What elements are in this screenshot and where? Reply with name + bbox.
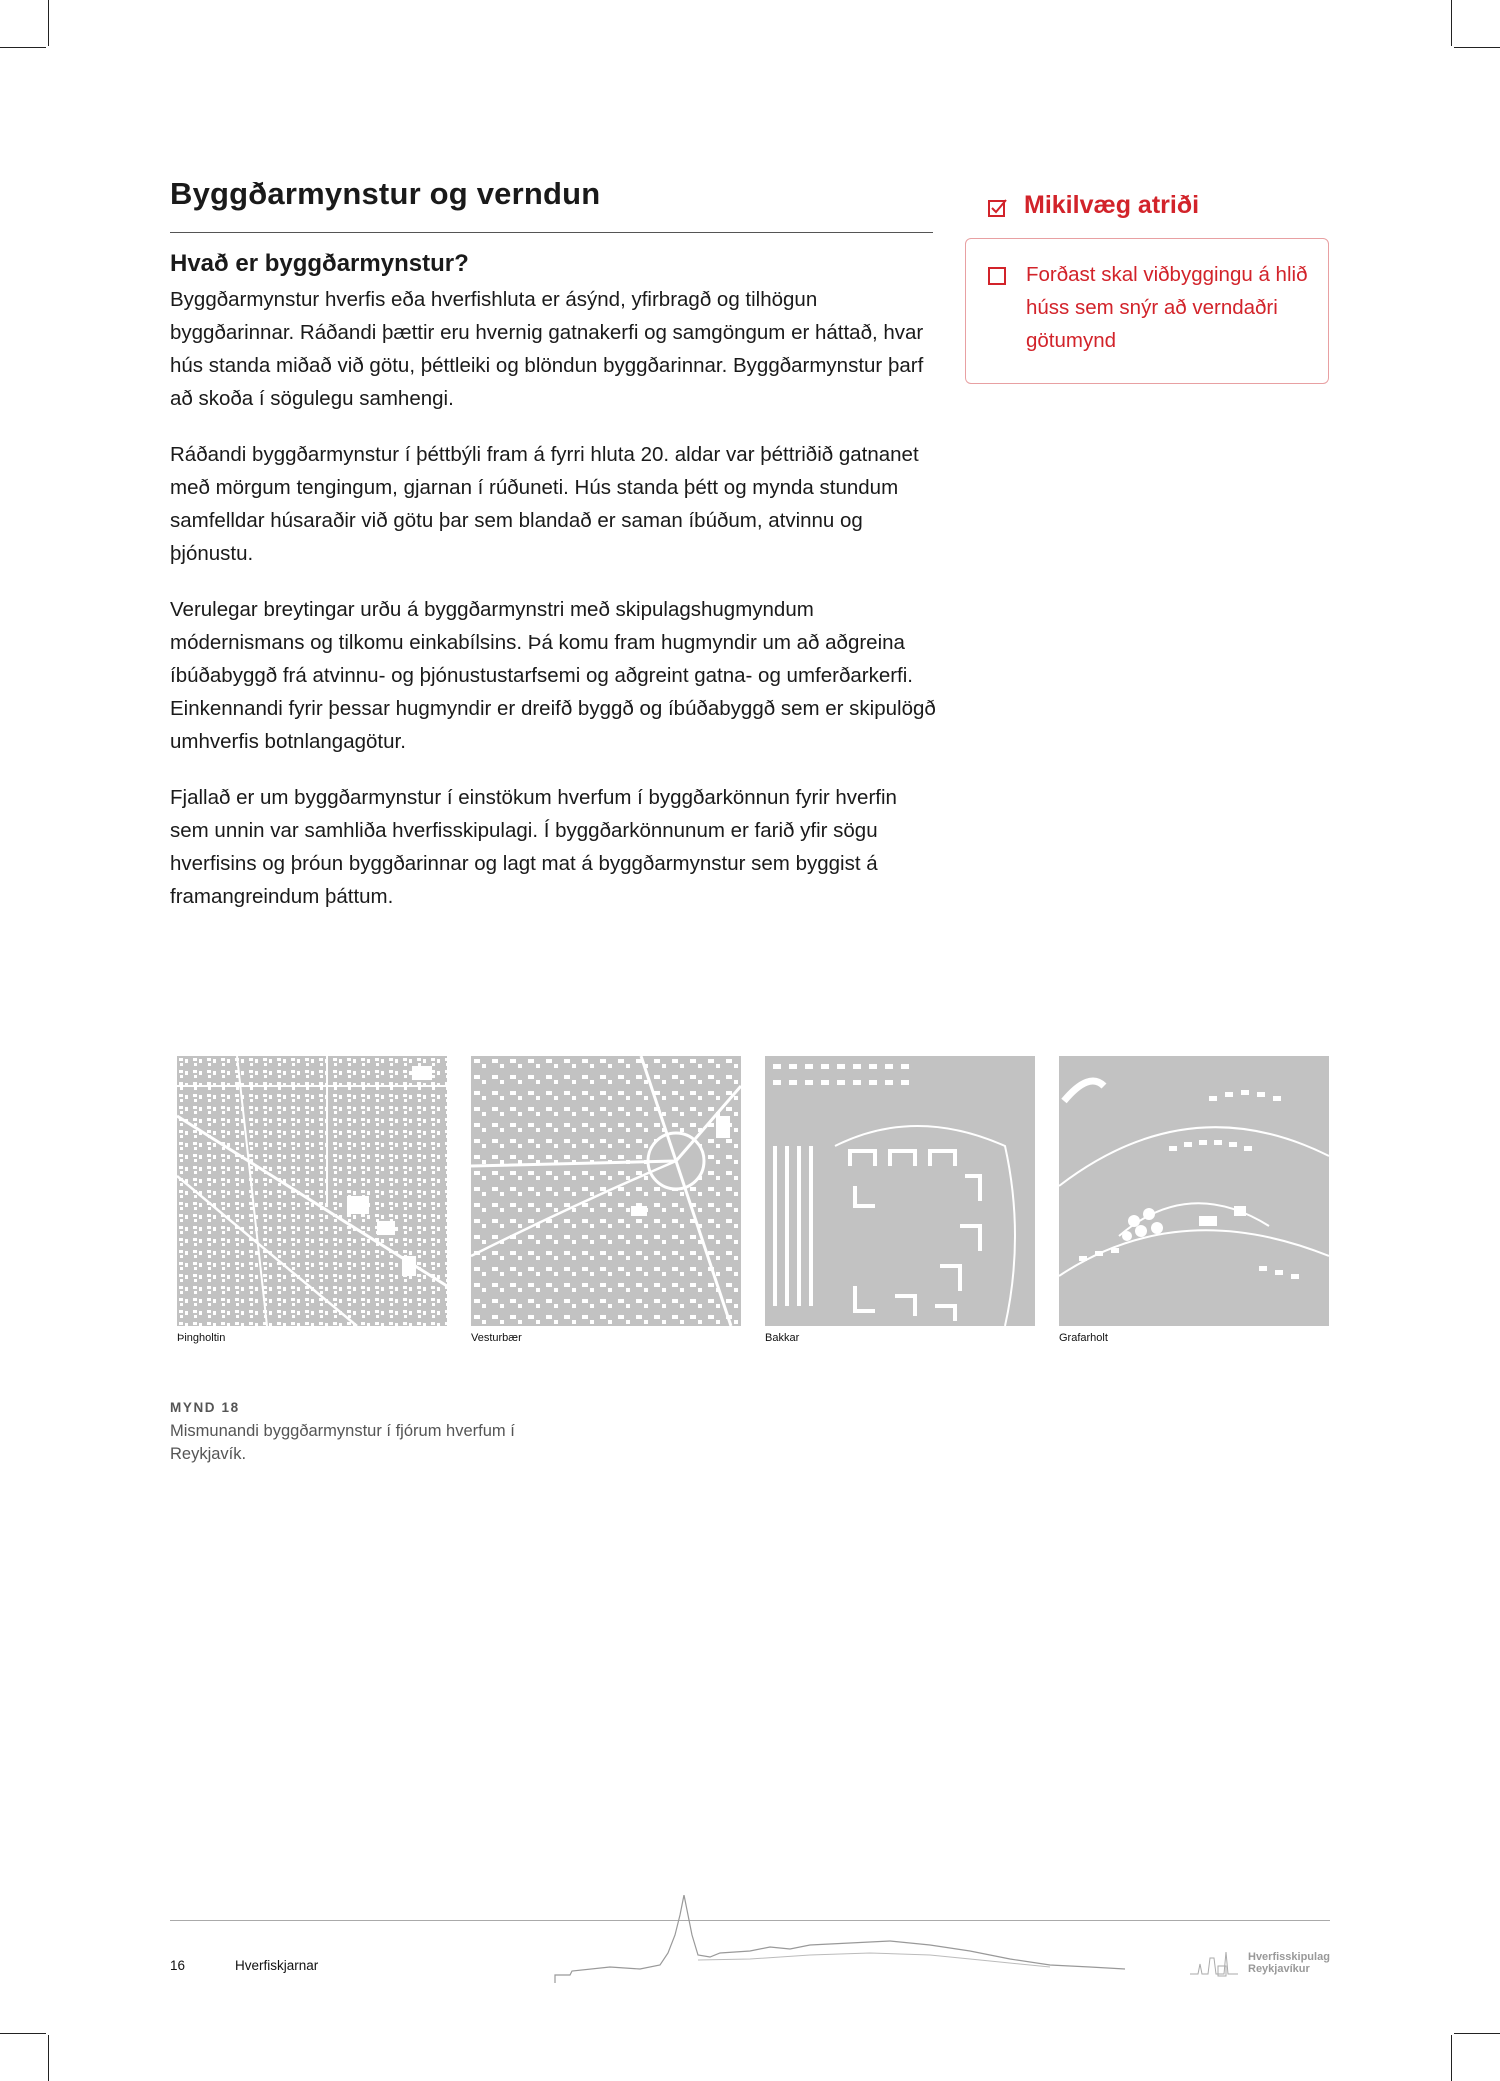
map-label: Vesturbær <box>471 1332 522 1344</box>
paragraph-3: Verulegar breytingar urðu á byggðarmynstri með skipulagshugmyndum módernismans og tilkomu einkabílsins. Þá komu fram hugmyndir um að aðgreina íbúðabyggð frá atvinnu- og þjónustustarfsemi og aðgreint gatna- og umferðarkerfi. Einkennandi fyrir þessar hugmyndir er dreifð byggð og íbúðabyggð sem er skipulögð umhverfis botnlangagötur. <box>170 598 936 753</box>
crop-mark-top-left-v <box>48 0 49 46</box>
logo <box>1188 1946 1330 1980</box>
crop-mark-bottom-right-h <box>1454 2033 1500 2034</box>
crop-mark-bottom-left-h <box>0 2033 46 2034</box>
key-point-item <box>988 258 1308 357</box>
key-points-title-text: Mikilvæg atriði <box>1024 191 1200 219</box>
section-subheading: Hvað er byggðarmynstur? <box>170 250 469 277</box>
map-thingholtin-image <box>177 1056 447 1326</box>
logo-line-1: Hverfisskipulag <box>1248 1951 1330 1963</box>
map-label: Þingholtin <box>177 1332 226 1344</box>
crop-mark-top-right-h <box>1454 47 1500 48</box>
crop-mark-top-left-h <box>0 47 46 48</box>
paragraph-2: Ráðandi byggðarmynstur í þéttbýli fram á fyrri hluta 20. aldar var þéttriðið gatnanet með mörgum tengingum, gjarnan í rúðuneti. Hús standa þétt og mynda stundum samfelldar húsaraðir við götu þar sem blandað er saman íbúðum, atvinnu og þjónustu. <box>170 443 919 565</box>
paragraph-1: Byggðarmynstur hverfis eða hverfishluta er ásýnd, yfirbragð og tilhögun byggðarinnar. Ráðandi þættir eru hvernig gatnakerfi og samgöngum er háttað, hvar hús standa miðað við götu, þéttleiki og blöndun byggðarinnar. Byggðarmynstur þarf að skoða í sögulegu samhengi. <box>170 288 924 410</box>
logo-line-2: Reykjavíkur <box>1248 1963 1310 1975</box>
checkbox-icon <box>988 267 1006 285</box>
figure-caption: Mismunandi byggðarmynstur í fjórum hverfum í Reykjavík. <box>170 1422 515 1463</box>
map-label: Grafarholt <box>1059 1332 1108 1344</box>
logo-skyline-icon <box>1188 1946 1244 1980</box>
crop-mark-top-right-v <box>1451 0 1452 46</box>
title-divider <box>170 232 933 233</box>
crop-mark-bottom-right-v <box>1451 2035 1452 2081</box>
map-bakkar-image <box>765 1056 1035 1326</box>
body-text <box>170 283 940 936</box>
page-title: Byggðarmynstur og verndun <box>170 176 601 211</box>
map-bakkar <box>765 1056 1035 1344</box>
page-number: 16 <box>170 1958 186 1973</box>
checkbox-checked-icon <box>988 196 1008 216</box>
paragraph-4: Fjallað er um byggðarmynstur í einstökum hverfum í byggðarkönnun fyrir hverfin sem unnin var samhliða hverfisskipulagi. Í byggðarkönnunum er farið yfir sögu hverfisins og þróun byggðarinnar og lagt mat á byggðarmynstur sem byggist á framangreindum þáttum. <box>170 786 897 908</box>
footer-section-name: Hverfiskjarnar <box>235 1958 319 1973</box>
map-label: Bakkar <box>765 1332 800 1344</box>
map-vesturbaer <box>471 1056 741 1344</box>
crop-mark-bottom-left-v <box>48 2035 49 2081</box>
logo-text <box>1248 1951 1330 1975</box>
map-vesturbaer-image <box>471 1056 741 1326</box>
skyline-illustration <box>550 1895 1130 1985</box>
map-grafarholt <box>1059 1056 1329 1344</box>
figure-number: MYND 18 <box>170 1400 240 1415</box>
figure-maps <box>177 1056 1330 1346</box>
key-points-title <box>988 191 1199 220</box>
key-point-text: Forðast skal viðbyggingu á hlið húss sem snýr að verndaðri götumynd <box>1026 263 1308 352</box>
map-grafarholt-image <box>1059 1056 1329 1326</box>
map-thingholtin <box>177 1056 447 1344</box>
